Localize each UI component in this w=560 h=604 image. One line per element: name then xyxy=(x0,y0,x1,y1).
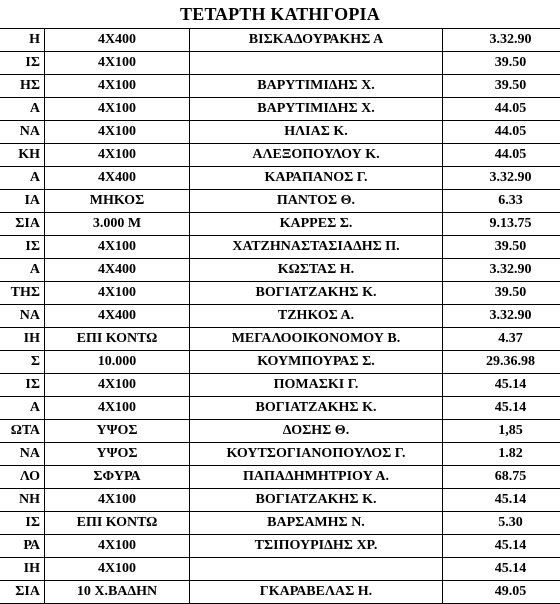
athlete-cell: ΜΕΓΑΛΟΟΙΚΟΝΟΜΟΥ Β. xyxy=(190,328,443,351)
result-cell: 6.33 xyxy=(443,190,560,213)
result-cell: 45.14 xyxy=(443,374,560,397)
table-row xyxy=(0,397,560,420)
table-row xyxy=(0,98,560,121)
document-title: ΤΕΤΑΡΤΗ ΚΑΤΗΓΟΡΙΑ xyxy=(0,4,560,25)
event-cell: ΕΠΙ ΚΟΝΤΩ xyxy=(45,512,190,535)
table-row xyxy=(0,259,560,282)
athlete-cell: ΠΑΝΤΟΣ Θ. xyxy=(190,190,443,213)
city-cell: ΚΗ xyxy=(0,144,45,167)
city-cell: ΙΗ xyxy=(0,558,45,581)
event-cell: 4Χ100 xyxy=(45,121,190,144)
athlete-cell: ΚΟΥΤΣΟΓΙΑΝΟΠΟΥΛΟΣ Γ. xyxy=(190,443,443,466)
table-row xyxy=(0,75,560,98)
event-cell: 4Χ100 xyxy=(45,489,190,512)
records-table xyxy=(0,28,560,604)
athlete-cell xyxy=(190,558,443,581)
athlete-cell: ΒΑΡΥΤΙΜΙΔΗΣ Χ. xyxy=(190,75,443,98)
event-cell: ΕΠΙ ΚΟΝΤΩ xyxy=(45,328,190,351)
event-cell: 4Χ100 xyxy=(45,535,190,558)
city-cell: ΝΑ xyxy=(0,121,45,144)
result-cell: 44.05 xyxy=(443,98,560,121)
result-cell: 1.82 xyxy=(443,443,560,466)
city-cell: ΡΑ xyxy=(0,535,45,558)
city-cell: ΝΗ xyxy=(0,489,45,512)
result-cell: 68.75 xyxy=(443,466,560,489)
city-cell: ΙΣ xyxy=(0,512,45,535)
result-cell: 3.32.90 xyxy=(443,305,560,328)
table-row xyxy=(0,213,560,236)
result-cell: 44.05 xyxy=(443,121,560,144)
table-row xyxy=(0,144,560,167)
table-row xyxy=(0,29,560,52)
result-cell: 5.30 xyxy=(443,512,560,535)
athlete-cell: ΚΟΥΜΠΟΥΡΑΣ Σ. xyxy=(190,351,443,374)
athlete-cell: ΚΑΡΡΕΣ Σ. xyxy=(190,213,443,236)
athlete-cell: ΒΙΣΚΑΔΟΥΡΑΚΗΣ Α xyxy=(190,29,443,52)
city-cell: Α xyxy=(0,98,45,121)
result-cell: 4.37 xyxy=(443,328,560,351)
city-cell: ΝΑ xyxy=(0,305,45,328)
event-cell: ΥΨΟΣ xyxy=(45,443,190,466)
result-cell: 1,85 xyxy=(443,420,560,443)
table-row xyxy=(0,443,560,466)
table-row xyxy=(0,581,560,604)
athlete-cell: ΓΚΑΡΑΒΕΛΑΣ Η. xyxy=(190,581,443,604)
city-cell: Α xyxy=(0,397,45,420)
event-cell: 4Χ100 xyxy=(45,282,190,305)
event-cell: ΜΗΚΟΣ xyxy=(45,190,190,213)
event-cell: 4Χ100 xyxy=(45,236,190,259)
table-row xyxy=(0,167,560,190)
event-cell: ΥΨΟΣ xyxy=(45,420,190,443)
athlete-cell: ΒΟΓΙΑΤΖΑΚΗΣ Κ. xyxy=(190,282,443,305)
table-row xyxy=(0,282,560,305)
city-cell: ΛΟ xyxy=(0,466,45,489)
city-cell: ΝΑ xyxy=(0,443,45,466)
event-cell: ΣΦΥΡΑ xyxy=(45,466,190,489)
result-cell: 3.32.90 xyxy=(443,167,560,190)
athlete-cell: ΚΑΡΑΠΑΝΟΣ Γ. xyxy=(190,167,443,190)
athlete-cell: ΠΟΜΑΣΚΙ Γ. xyxy=(190,374,443,397)
table-row xyxy=(0,190,560,213)
records-table-body xyxy=(0,29,560,604)
event-cell: 4Χ100 xyxy=(45,374,190,397)
city-cell: Σ xyxy=(0,351,45,374)
table-row xyxy=(0,466,560,489)
event-cell: 10.000 xyxy=(45,351,190,374)
table-row xyxy=(0,305,560,328)
city-cell: ΤΗΣ xyxy=(0,282,45,305)
table-row xyxy=(0,374,560,397)
event-cell: 4Χ400 xyxy=(45,305,190,328)
event-cell: 4Χ400 xyxy=(45,29,190,52)
event-cell: 10 Χ.ΒΑΔΗΝ xyxy=(45,581,190,604)
table-row xyxy=(0,420,560,443)
event-cell: 4Χ100 xyxy=(45,75,190,98)
athlete-cell: ΚΩΣΤΑΣ Η. xyxy=(190,259,443,282)
athlete-cell: ΔΟΣΗΣ Θ. xyxy=(190,420,443,443)
event-cell: 4Χ400 xyxy=(45,167,190,190)
result-cell: 44.05 xyxy=(443,144,560,167)
city-cell: ΙΣ xyxy=(0,236,45,259)
athlete-cell: ΒΑΡΥΤΙΜΙΔΗΣ Χ. xyxy=(190,98,443,121)
result-cell: 45.14 xyxy=(443,535,560,558)
result-cell: 3.32.90 xyxy=(443,29,560,52)
athlete-cell: ΗΛΙΑΣ Κ. xyxy=(190,121,443,144)
event-cell: 4Χ400 xyxy=(45,259,190,282)
athlete-cell: ΒΟΓΙΑΤΖΑΚΗΣ Κ. xyxy=(190,489,443,512)
city-cell: ΙΑ xyxy=(0,190,45,213)
city-cell: Α xyxy=(0,259,45,282)
athlete-cell: ΒΟΓΙΑΤΖΑΚΗΣ Κ. xyxy=(190,397,443,420)
event-cell: 4Χ100 xyxy=(45,52,190,75)
city-cell: ΣΙΑ xyxy=(0,213,45,236)
city-cell: ΗΣ xyxy=(0,75,45,98)
table-row xyxy=(0,236,560,259)
athlete-cell: ΒΑΡΣΑΜΗΣ Ν. xyxy=(190,512,443,535)
athlete-cell: ΤΖΗΚΟΣ Α. xyxy=(190,305,443,328)
table-row xyxy=(0,535,560,558)
table-row xyxy=(0,558,560,581)
city-cell: Α xyxy=(0,167,45,190)
table-row xyxy=(0,328,560,351)
city-cell: ΣΙΑ xyxy=(0,581,45,604)
result-cell: 45.14 xyxy=(443,489,560,512)
table-row xyxy=(0,351,560,374)
result-cell: 39.50 xyxy=(443,282,560,305)
athlete-cell: ΑΛΕΞΟΠΟΥΛΟΥ Κ. xyxy=(190,144,443,167)
city-cell: ΙΗ xyxy=(0,328,45,351)
result-cell: 45.14 xyxy=(443,397,560,420)
result-cell: 39.50 xyxy=(443,52,560,75)
athlete-cell: ΤΣΙΠΟΥΡΙΔΗΣ ΧΡ. xyxy=(190,535,443,558)
result-cell: 3.32.90 xyxy=(443,259,560,282)
result-cell: 9.13.75 xyxy=(443,213,560,236)
result-cell: 49.05 xyxy=(443,581,560,604)
table-row xyxy=(0,52,560,75)
result-cell: 39.50 xyxy=(443,75,560,98)
table-row xyxy=(0,121,560,144)
result-cell: 45.14 xyxy=(443,558,560,581)
event-cell: 4Χ100 xyxy=(45,144,190,167)
result-cell: 29.36.98 xyxy=(443,351,560,374)
result-cell: 39.50 xyxy=(443,236,560,259)
city-cell: ΩΤΑ xyxy=(0,420,45,443)
athlete-cell: ΠΑΠΑΔΗΜΗΤΡΙΟΥ Α. xyxy=(190,466,443,489)
city-cell: Η xyxy=(0,29,45,52)
event-cell: 4Χ100 xyxy=(45,397,190,420)
event-cell: 4Χ100 xyxy=(45,98,190,121)
event-cell: 4Χ100 xyxy=(45,558,190,581)
table-row xyxy=(0,489,560,512)
city-cell: ΙΣ xyxy=(0,374,45,397)
city-cell: ΙΣ xyxy=(0,52,45,75)
table-row xyxy=(0,512,560,535)
athlete-cell: ΧΑΤΖΗΝΑΣΤΑΣΙΑΔΗΣ Π. xyxy=(190,236,443,259)
athlete-cell xyxy=(190,52,443,75)
event-cell: 3.000 Μ xyxy=(45,213,190,236)
